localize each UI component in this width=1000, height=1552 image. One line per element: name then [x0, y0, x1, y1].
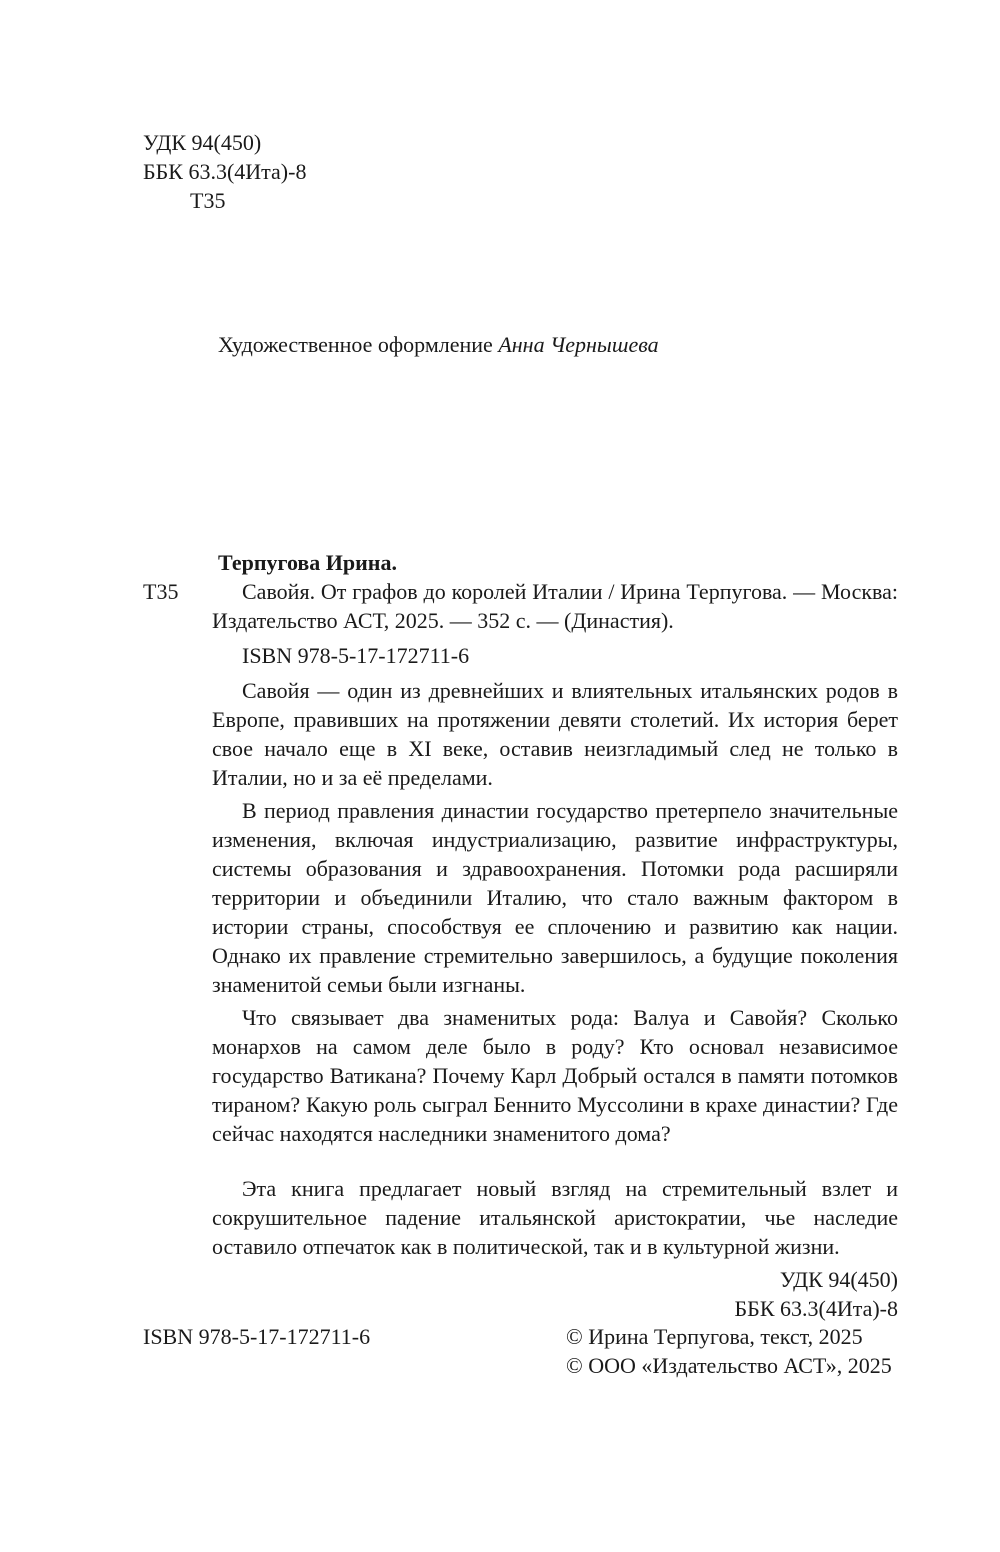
- udk-code-right: УДК 94(450): [779, 1267, 898, 1292]
- catalog-author-mark: Т35: [143, 579, 179, 604]
- classification-right: [212, 1265, 898, 1323]
- annotation-paragraph-2: В период правления династии государство претерпело значительные изменения, включая индустриализацию, развитие инфраструктуры, системы образования и здравоохранения. Потомки рода расширяли территории и объединили Италию, что стало важным фактором в истории страны, способствуя ее сплочению и развитию как нации. Однако их правление стремительно завершилось, а будущие поколения знаменитой семьи были изгнаны.: [212, 798, 898, 997]
- annotation-paragraph-4: Эта книга предлагает новый взгляд на стремительный взлет и сокрушительное падение итальянской аристократии, чье наследие оставило отпечаток как в политической, так и в культурной жизни.: [212, 1176, 898, 1259]
- art-credit: [218, 330, 659, 359]
- classification-top: [143, 128, 306, 215]
- annotation-paragraph-1: Савойя — один из древнейших и влиятельных итальянских родов в Европе, правивших на протяжении девяти столетий. Их история берет свое начало еще в XI веке, оставив неизгладимый след не только в Италии, но и за её пределами.: [212, 678, 898, 790]
- art-credit-prefix: Художественное оформление: [218, 332, 499, 357]
- bbk-code-right: ББК 63.3(4Ита)-8: [734, 1296, 898, 1321]
- bibliographic-description: Савойя. От графов до королей Италии / Ирина Терпугова. — Москва: Издательство АСТ, 2025. — 352 с. — (Династия).: [212, 579, 898, 633]
- udk-code: УДК 94(450): [143, 130, 262, 155]
- author-mark: Т35: [190, 188, 226, 213]
- annotation-paragraph-3: Что связывает два знаменитых рода: Валуа и Савойя? Сколько монархов на самом деле было в роду? Кто основал независимое государство Ватикана? Почему Карл Добрый остался в памяти потомков тираном? Какую роль сыграл Беннито Муссолини в крахе династии? Где сейчас находятся наследники знаменитого дома?: [212, 1005, 898, 1146]
- catalog-author: Терпугова Ирина.: [218, 550, 397, 575]
- catalog-card: [212, 548, 898, 1323]
- copyright-author: © Ирина Терпугова, текст, 2025: [566, 1324, 863, 1349]
- catalog-isbn: ISBN 978-5-17-172711-6: [242, 643, 470, 668]
- bbk-code: ББК 63.3(4Ита)-8: [143, 159, 307, 184]
- copyright-publisher: © ООО «Издательство АСТ», 2025: [566, 1353, 892, 1378]
- copyright-block: [566, 1322, 892, 1380]
- art-credit-artist: Анна Чернышева: [498, 332, 659, 357]
- footer-isbn: ISBN 978-5-17-172711-6: [143, 1324, 371, 1349]
